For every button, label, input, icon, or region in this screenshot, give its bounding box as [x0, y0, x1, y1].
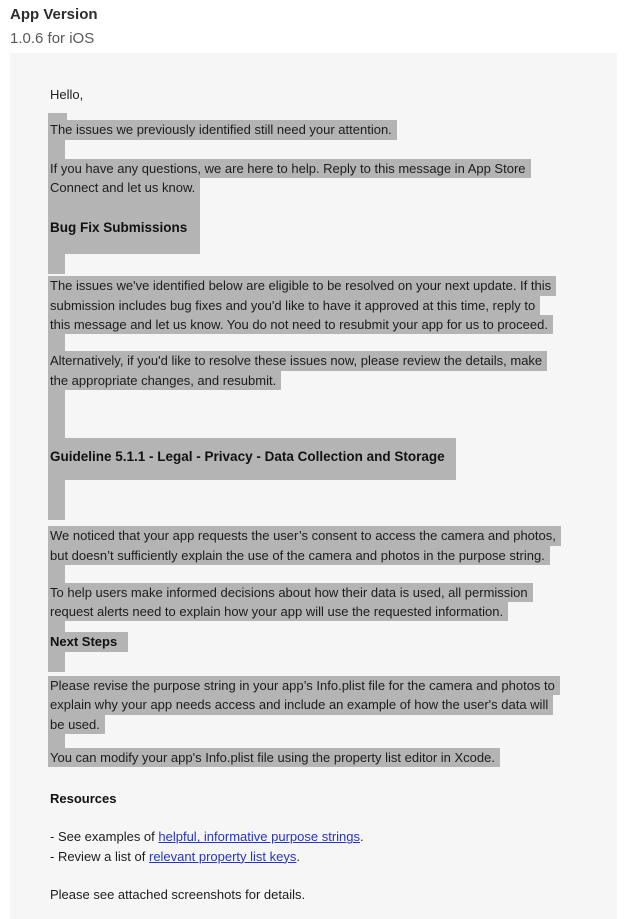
link-suffix-text: .: [296, 848, 301, 864]
selection-strip: [48, 480, 65, 520]
resource-link-item: [50, 827, 607, 846]
link-suffix-text: .: [360, 829, 364, 845]
highlighted-text: be used.: [48, 715, 105, 734]
highlighted-text: To help users make informed decisions about how their data is used, all permission: [48, 583, 533, 602]
highlighted-text: We noticed that your app requests the user’s consent to access the camera and photos,: [48, 526, 561, 545]
resources-heading: Resources: [50, 791, 117, 807]
paragraph-eligible: [50, 276, 607, 334]
highlighted-text: submission includes bug fixes and you'd like to have it approved at this time, reply to: [48, 296, 540, 315]
paragraph-modify: [50, 748, 607, 767]
selection-strip: [48, 390, 65, 438]
highlighted-text: The issues we previously identified still need your attention.: [48, 120, 397, 139]
next-steps-heading: Next Steps: [48, 632, 128, 652]
highlighted-text: The issues we've identified below are eligible to be resolved on your next update. If this: [48, 276, 556, 295]
guideline-heading: Guideline 5.1.1 - Legal - Privacy - Data Collection and Storage: [48, 438, 456, 480]
paragraph-revise: [50, 676, 607, 734]
paragraph-informed: [50, 583, 607, 622]
selection-strip: [48, 565, 65, 583]
highlighted-text: You can modify your app's Info.plist file using the property list editor in Xcode.: [48, 748, 500, 767]
page-header: [0, 0, 627, 48]
selection-strip: [48, 334, 65, 351]
link-prefix-text: - Review a list of: [50, 848, 149, 864]
selection-strip: [48, 621, 65, 632]
highlighted-text: Please revise the purpose string in your app’s Info.plist file for the camera and photos to: [48, 676, 560, 695]
paragraph-noticed: [50, 526, 607, 565]
highlighted-text: If you have any questions, we are here to help. Reply to this message in App Store: [48, 159, 531, 178]
paragraph-alternatively: [50, 351, 607, 390]
selection-strip: [48, 113, 67, 120]
selection-strip: [48, 734, 65, 748]
link-prefix-text: - See examples of: [50, 829, 159, 845]
highlighted-text: this message and let us know. You do not need to resubmit your app for us to proceed.: [48, 315, 553, 334]
selection-strip: [48, 254, 65, 274]
page-title: App Version: [10, 6, 98, 23]
highlighted-text: Alternatively, if you'd like to resolve these issues now, please review the details, make: [48, 351, 547, 370]
highlighted-text: explain why your app needs access and include an example of how the user's data will: [48, 695, 553, 714]
paragraph-attention: [50, 120, 607, 139]
highlighted-text: but doesn’t sufficiently explain the use of the camera and photos in the purpose string.: [48, 546, 550, 565]
selection-strip: [48, 140, 65, 159]
highlighted-text: Connect and let us know.: [48, 178, 200, 197]
selection-strip: [48, 652, 65, 672]
app-version-subtitle: 1.0.6 for iOS: [10, 30, 95, 47]
message-body-card: [10, 53, 617, 919]
resource-link-item: [50, 847, 607, 866]
bugfix-submissions-heading: Bug Fix Submissions: [48, 197, 200, 254]
resource-links-list: [50, 827, 607, 866]
closing-text: Please see attached screenshots for details.: [50, 887, 306, 903]
purpose-strings-link[interactable]: helpful, informative purpose strings: [158, 829, 360, 845]
paragraph-questions: [50, 159, 607, 198]
property-list-keys-link[interactable]: relevant property list keys: [148, 848, 297, 864]
highlighted-text: the appropriate changes, and resubmit.: [48, 371, 281, 390]
highlighted-text: request alerts need to explain how your app will use the requested information.: [48, 602, 508, 621]
greeting-text: Hello,: [50, 87, 84, 102]
